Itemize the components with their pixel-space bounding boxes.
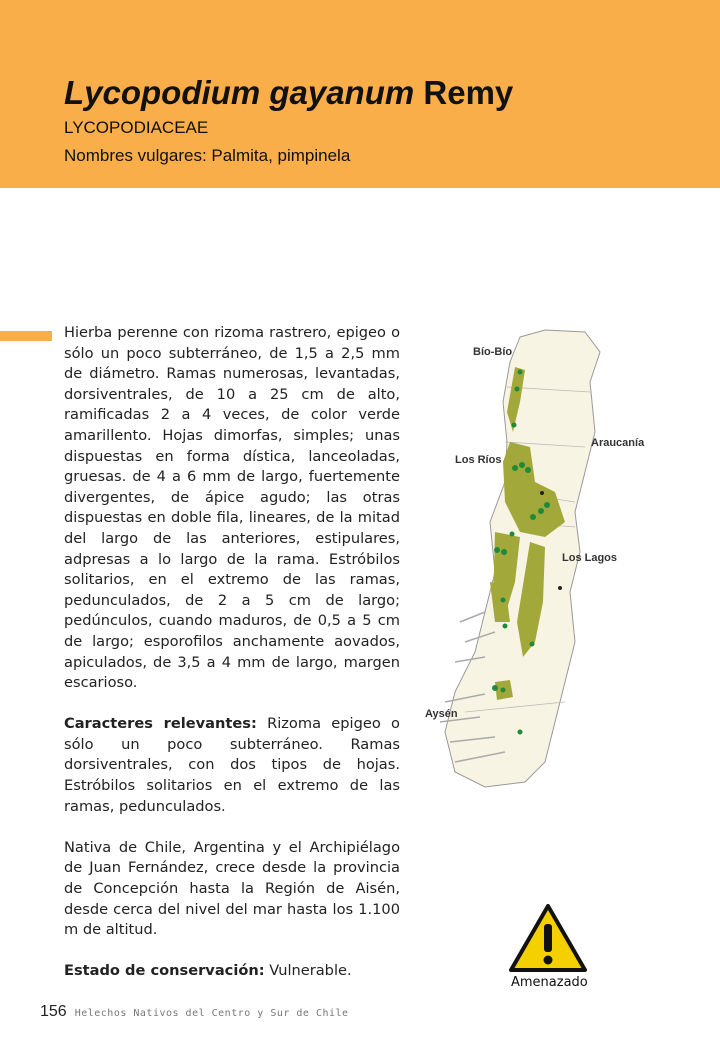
relevant-text: Rizoma epigeo o sólo un poco subterráneo. Ramas dorsiventrales, con dos tipos de hojas. Estróbilos solitarios en el extremo de las ramas, pedunculados. — [64, 715, 400, 815]
conservation-status-label: Amenazado — [511, 975, 588, 990]
map-label-biobio: Bío-Bío — [473, 346, 513, 358]
species-name: Lycopodium gayanum — [64, 74, 415, 111]
page-footer — [40, 1003, 349, 1021]
conservation-label: Estado de conservación: — [64, 962, 265, 980]
species-title — [64, 74, 513, 112]
conservation-paragraph — [64, 961, 400, 982]
family-name: LYCOPODIACEAE — [64, 118, 209, 137]
common-names: Nombres vulgares: Palmita, pimpinela — [64, 146, 351, 165]
species-description — [64, 323, 400, 1003]
distribution-map — [425, 322, 675, 790]
book-title: Helechos Nativos del Centro y Sur de Chile — [74, 1008, 349, 1019]
relevant-label: Caracteres relevantes: — [64, 715, 257, 733]
conservation-value: Vulnerable. — [264, 962, 352, 980]
map-label-aysen: Aysén — [425, 708, 458, 720]
relevant-characters-paragraph — [64, 714, 400, 817]
section-accent-bar — [0, 331, 52, 341]
map-label-los-lagos: Los Lagos — [562, 552, 618, 564]
map-label-araucania: Araucanía — [591, 437, 645, 449]
description-paragraph: Hierba perenne con rizoma rastrero, epigeo o sólo un poco subterráneo, de 1,5 a 2,5 mm de diámetro. Ramas numerosas, levantadas, dorsiventrales, de 10 a 25 cm de alto, ramificadas 2 a 4 veces, de color verde amarillento. Hojas dimorfas, simples; unas dispuestas en forma dística, lanceoladas, gruesas. de 4 a 6 mm de largo, fuertemente divergentes, de ápice agudo; las otras dispuestas en doble fila, lineares, de la mitad del largo de las anteriores, estipulares, adpresas a lo largo de la rama. Estróbilos solitarios, en el extremo de las ramas, pedunculados, de 2 a 5 cm de largo; pedúnculos, cuando maduros, de 0,5 a 5 cm de largo; esporofilos anchamente aovados, apiculados, de 3,5 a 4 mm de largo, margen escarioso. — [64, 324, 400, 692]
distribution-paragraph: Nativa de Chile, Argentina y el Archipiélago de Juan Fernández, crece desde la provincia de Concepción hasta la Región de Aisén, desde cerca del nivel del mar hasta los 1.100 m de altitud. — [64, 838, 400, 939]
header-band — [0, 0, 720, 188]
species-author: Remy — [423, 74, 514, 111]
map-label-los-rios: Los Ríos — [455, 454, 502, 466]
page-number: 156 — [40, 1003, 67, 1020]
warning-triangle-icon — [509, 904, 587, 972]
